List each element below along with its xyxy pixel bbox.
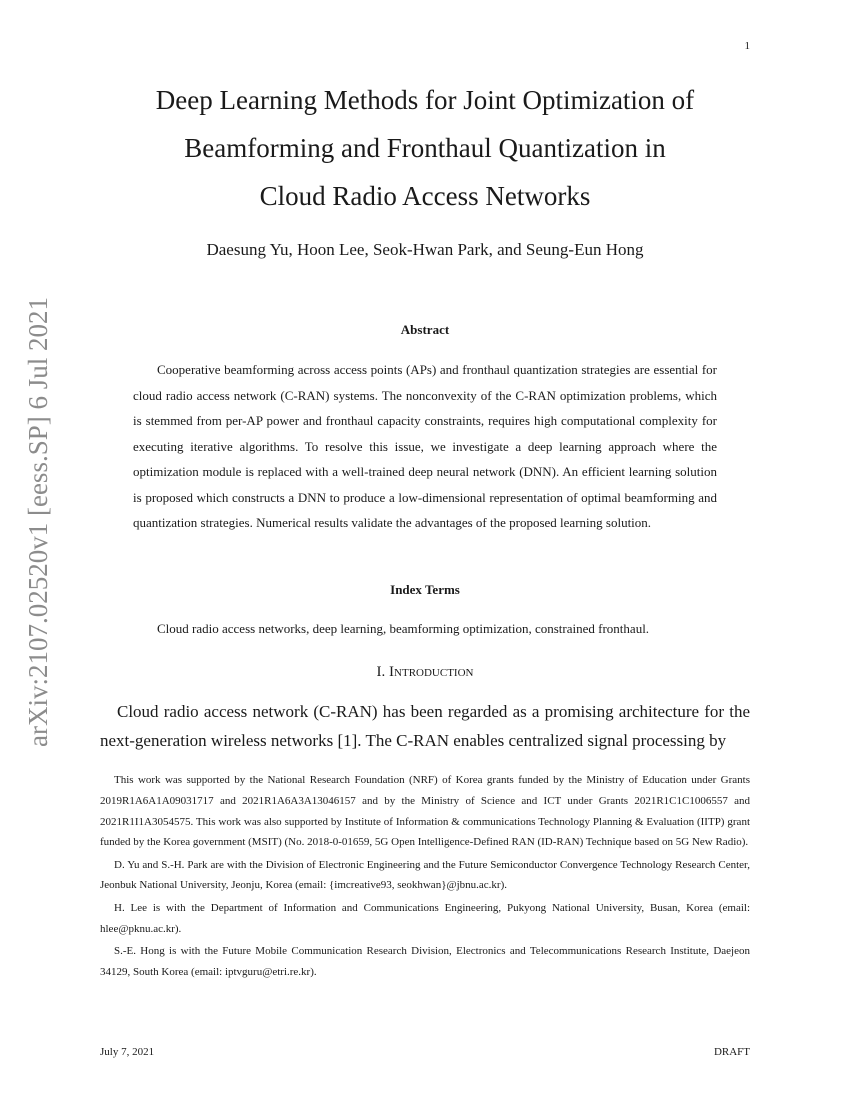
abstract-text: Cooperative beamforming across access points (APs) and fronthaul quantization strategies are essential for cloud radio access network (C-RAN) systems. The nonconvexity of the C-RAN optimization problems, which is stemmed from per-AP power and fronthaul capacity constraints, requires high computational complexity for executing iterative algorithms. To resolve this issue, we investigate a deep learning approach where the optimization module is replaced with a well-trained deep neural network (DNN). An efficient learning solution is proposed which constructs a DNN to produce a low-dimensional representation of optimal beamforming and quantization strategies. Numerical results validate the advantages of the proposed learning solution. [133, 362, 717, 530]
footnote-affiliation: S.-E. Hong is with the Future Mobile Communication Research Division, Electronics and Telecommunications Research Institute, Daejeon 34129, South Korea (email: iptvguru@etri.re.kr). [100, 944, 750, 978]
title-line: Deep Learning Methods for Joint Optimization of [155, 85, 695, 115]
paper-title [100, 76, 750, 220]
footnote-funding: This work was supported by the National Research Foundation (NRF) of Korea grants funded by the Ministry of Education under Grants 2019R1A6A1A09031717 and 2021R1A6A3A13046157 and by the Ministry of Science and ICT under Grants 2021R1C1C1006557 and 2021R1I1A3054575. This work was also supported by Institute of Information & communications Technology Planning & Evaluation (IITP) grant funded by the Korea government (MSIT) (No. 2018-0-01659, 5G Open Intelligence-Defined RAN (ID-RAN) Technique based on 5G New Radio). [100, 774, 750, 849]
author-list: Daesung Yu, Hoon Lee, Seok-Hwan Park, and Seung-Eun Hong [206, 240, 644, 259]
section-numeral: I. [376, 664, 390, 680]
title-line: Beamforming and Fronthaul Quantization in [184, 133, 666, 163]
arxiv-identifier[interactable]: arXiv:2107.02520v1 [eess.SP] 6 Jul 2021 [23, 297, 53, 747]
introduction-text: Cloud radio access network (C-RAN) has been regarded as a promising architecture for the next-generation wireless networks [1]. The C-RAN enables centralized signal processing by [100, 702, 750, 750]
section-title: Introduction [389, 664, 474, 680]
footnotes [100, 770, 750, 984]
title-line: Cloud Radio Access Networks [259, 181, 591, 211]
index-terms-heading: Index Terms [390, 582, 460, 597]
page-number: 1 [744, 40, 750, 52]
index-terms-text: Cloud radio access networks, deep learning, beamforming optimization, constrained fronthaul. [157, 621, 650, 636]
footer-date: July 7, 2021 [100, 1046, 155, 1058]
footer-draft-label: DRAFT [713, 1046, 750, 1058]
footnote-affiliation: D. Yu and S.-H. Park are with the Division of Electronic Engineering and the Future Semiconductor Convergence Technology Research Center, Jeonbuk National University, Jeonju, Korea (email: {imcreative93, seokhwan}@jbnu.ac.kr). [100, 858, 750, 892]
footnote-affiliation: H. Lee is with the Department of Information and Communications Engineering, Pukyong National University, Busan, Korea (email: hlee@pknu.ac.kr). [100, 901, 750, 935]
introduction-heading [100, 664, 750, 681]
abstract-heading: Abstract [400, 322, 450, 337]
